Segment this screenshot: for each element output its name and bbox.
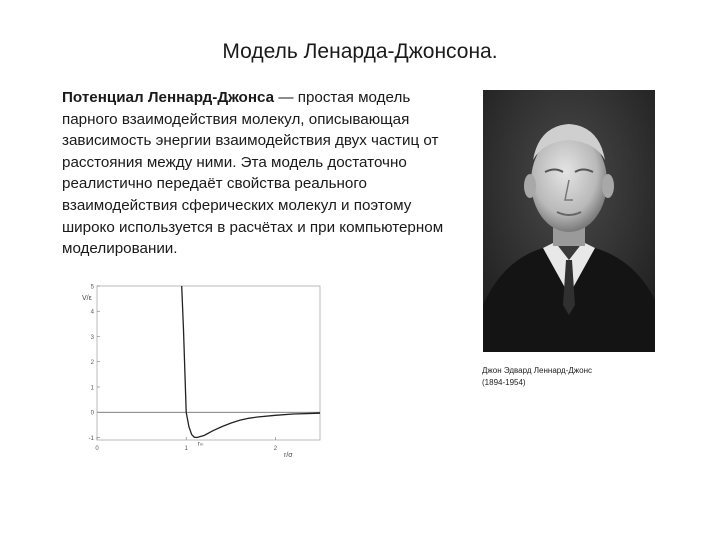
- x-tick-label: 1: [184, 446, 188, 452]
- lennard-jones-chart: [80, 278, 325, 463]
- x-axis-label: r/σ: [284, 452, 293, 459]
- y-tick-label: 4: [90, 309, 94, 316]
- y-tick-label: 3: [90, 334, 94, 341]
- x-tick-label: 0: [95, 446, 99, 452]
- x-tick-label: 2: [273, 446, 278, 452]
- term-bold: Потенциал Леннард-Джонса: [62, 89, 275, 106]
- y-axis-label: V/ε: [82, 295, 92, 302]
- plot-border: [97, 286, 320, 440]
- rm-annotation: rₘ: [197, 441, 204, 448]
- portrait-photo: [483, 90, 655, 352]
- x-axis-ticks: [95, 437, 277, 452]
- portrait-caption: [482, 365, 682, 389]
- y-tick-label: 5: [90, 284, 94, 291]
- plot-frame: [97, 286, 320, 440]
- y-tick-label: 0: [90, 410, 94, 417]
- caption-name: Джон Эдвард Леннард-Джонс: [482, 366, 592, 375]
- y-tick-label: 1: [90, 385, 94, 392]
- caption-years: (1894-1954): [482, 378, 526, 387]
- y-axis-ticks: [89, 285, 100, 442]
- y-tick-label: 2: [90, 360, 94, 367]
- y-tick-label: -1: [88, 435, 94, 442]
- series-layer: [182, 286, 320, 438]
- description-text: — простая модель парного взаимодействия молекул, описывающая зависимость энергии взаимодействия двух частиц от расстояния между ними. Эта модель достаточно реалистично передаёт свойства реального взаимодействия сферических молекул и поэтому широко используется в расчётах и при компьютерном моделировании.: [62, 89, 444, 258]
- slide-title: Модель Ленарда-Джонсона.: [222, 40, 498, 63]
- portrait-drawing: [483, 90, 655, 352]
- slide-body-text: [62, 87, 462, 260]
- potential-curve: [182, 286, 320, 438]
